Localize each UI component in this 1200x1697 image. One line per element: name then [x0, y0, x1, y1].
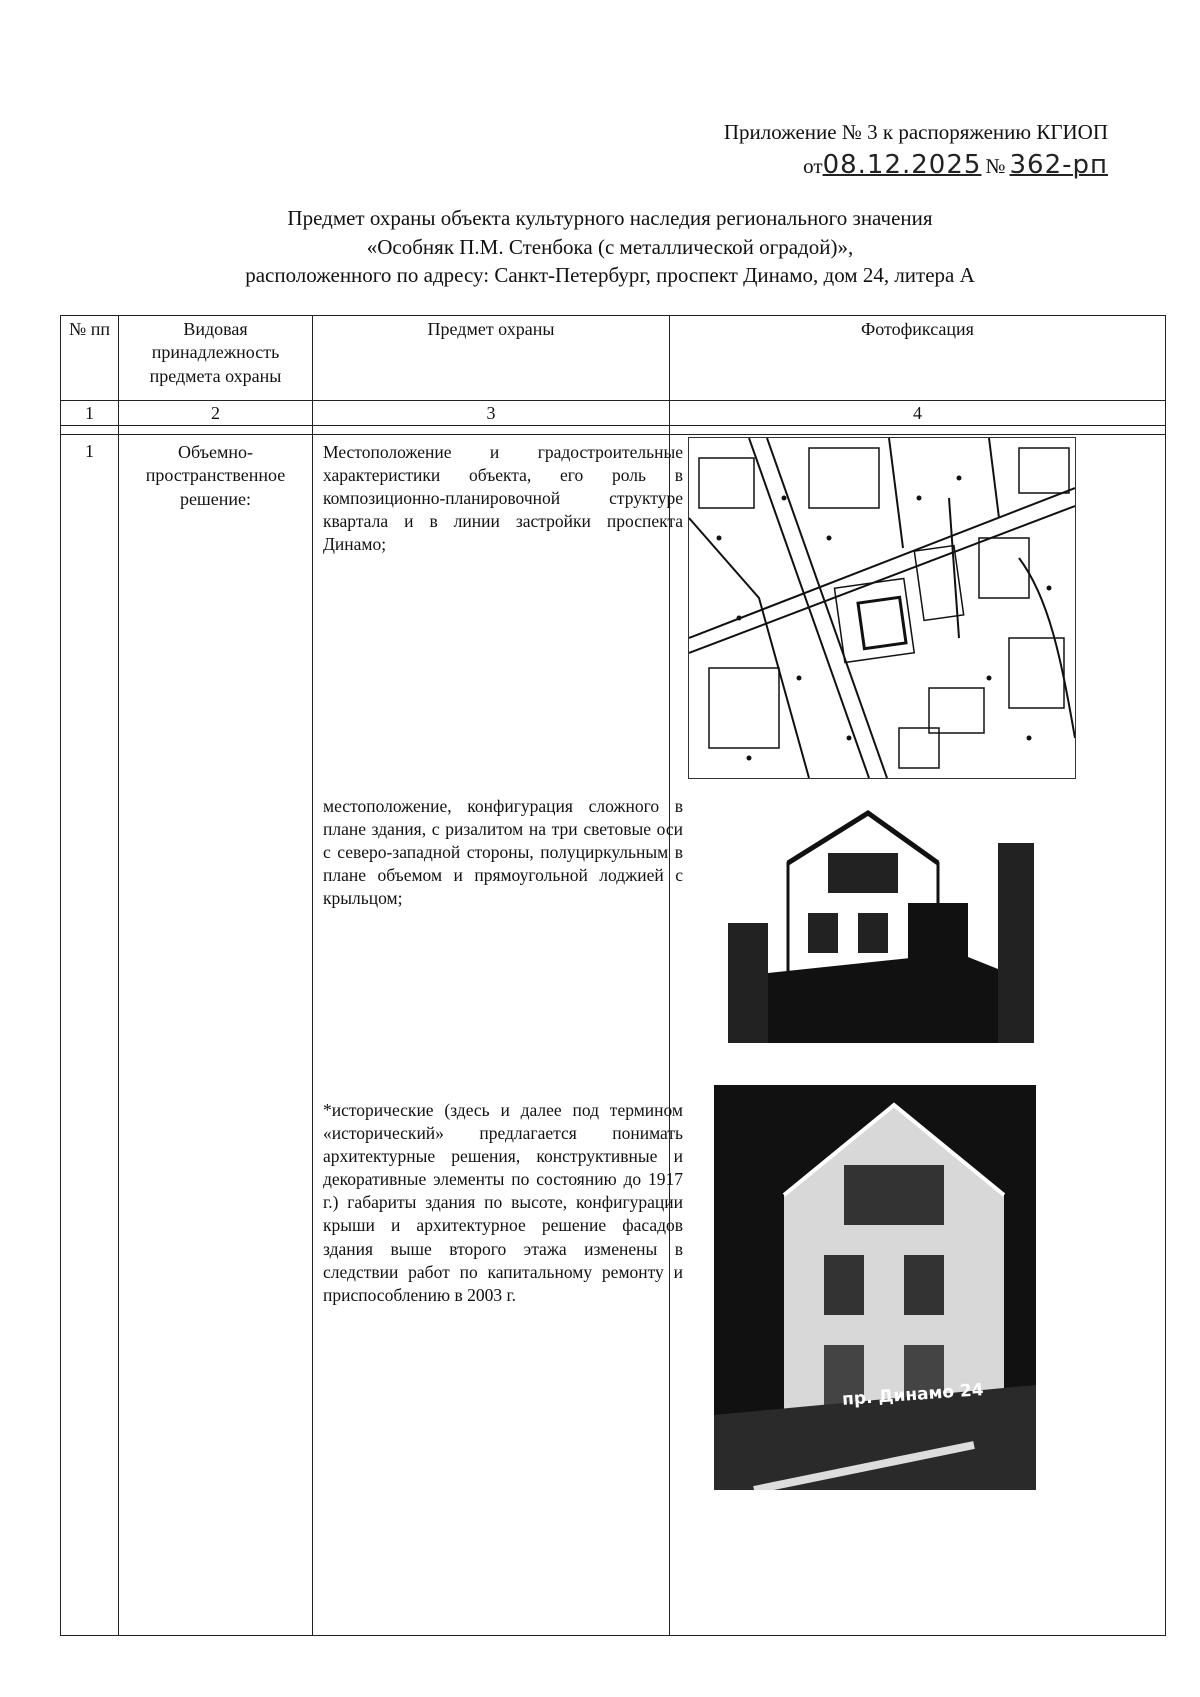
index-cell: 2 [119, 401, 313, 426]
header-photo: Фотофиксация [670, 316, 1166, 401]
document-title [60, 204, 1160, 290]
photo-caption: пр. Динамо 24 [841, 1380, 985, 1410]
order-date-number [803, 148, 1108, 183]
site-map-drawing [689, 438, 1075, 778]
row-subjects [313, 435, 683, 1636]
number-sign: № [985, 154, 1006, 179]
index-cell: 3 [313, 401, 670, 426]
building-photo-2 [714, 1085, 1036, 1490]
subject-item-historic: *исторические (здесь и далее под термином «исторический» предлагается понимать архитектурные решения, конструктивные и декоративные элементы по состоянию до 1917 г.) габариты здания по высоте, конфигурации крыши и архитектурное решение фасадов здания выше второго этажа изменены в следствии работ по капитальному ремонту и приспособлению в 2003 г. [323, 1100, 683, 1305]
order-number: 362-рп [1009, 150, 1108, 181]
site-map-image [688, 437, 1076, 779]
header-row [61, 316, 1166, 401]
row-kind: Объемно-пространственное решение: [119, 435, 313, 1636]
appendix-line: Приложение № 3 к распоряжению КГИОП [723, 120, 1108, 144]
protection-table [60, 315, 1166, 1636]
spacer-row [61, 426, 1166, 435]
title-line-2: «Особняк П.М. Стенбока (с металлической оградой)», [366, 234, 854, 259]
header-kind: Видовая принадлежность предмета охраны [119, 316, 313, 401]
order-date: 08.12.2025 [822, 150, 982, 181]
building-drawing-1 [728, 803, 1034, 1043]
building-drawing-2 [714, 1085, 1036, 1490]
index-row [61, 401, 1166, 426]
subject-item-configuration: местоположение, конфигурация сложного в плане здания, с ризалитом на три световые оси с северо-западной стороны, полуциркульным в плане объемом и прямоугольной лоджией с крыльцом; [323, 796, 683, 909]
header-subject: Предмет охраны [313, 316, 670, 401]
building-photo-1 [728, 803, 1034, 1043]
index-cell: 1 [61, 401, 119, 426]
row-number: 1 [61, 435, 119, 1636]
title-line-3: расположенного по адресу: Санкт-Петербург, проспект Динамо, дом 24, литера А [245, 263, 975, 288]
subject-item-location: Местоположение и градостроительные характеристики объекта, его роль в композиционно-планировочной структуре квартала и в линии застройки проспекта Динамо; [323, 442, 683, 555]
row-photos [670, 435, 1166, 1636]
header-num: № пп [61, 316, 119, 401]
title-line-1: Предмет охраны объекта культурного наследия регионального значения [287, 206, 933, 230]
index-cell: 4 [670, 401, 1166, 426]
ot-label: от [803, 154, 823, 179]
appendix-header [724, 118, 1108, 183]
table-row [61, 435, 1166, 1636]
